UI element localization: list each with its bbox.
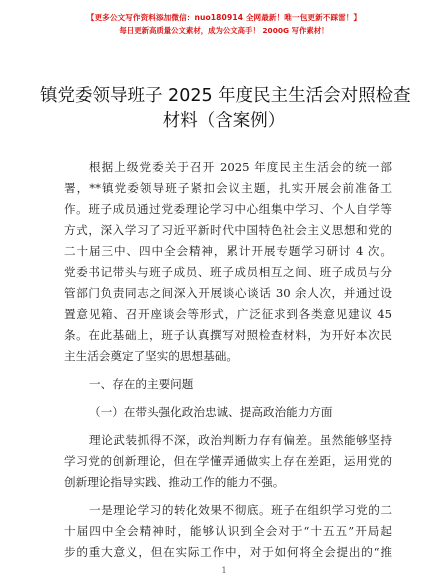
body-line: 主生活会奠定了坚实的思想基础。 — [64, 349, 238, 363]
document-title-line-2: 材料（含案例） — [162, 111, 286, 131]
promo-banner-line-1: 【更多公文写作资料添加微信：nuo180914 全网最新！唯一包更新不踩雷！】 — [86, 13, 362, 22]
body-line: 二十届三中、四中全会精神，累计开展专题学习研讨 4 次。 — [64, 244, 392, 258]
body-line: 方式，深入学习了习近平新时代中国特色社会主义思想和党的 — [64, 223, 392, 237]
body-line: 党委书记带头与班子成员、班子成员相互之间、班子成员与分 — [64, 265, 392, 279]
body-line: 步的重大意义，但在实际工作中，对于如何将全会提出的“推 — [64, 545, 392, 559]
body-line: 管部门负责同志之间深入开展谈心谈话 30 余人次，并通过设 — [64, 286, 392, 300]
body-line: 条。在此基础上，班子认真撰写对照检查材料，为开好本次民 — [64, 328, 392, 342]
body-line: 根据上级党委关于召开 2025 年度民主生活会的统一部 — [89, 160, 392, 174]
body-line: 创新理论指导实践、推动工作的能力不强。 — [64, 475, 285, 489]
document-title-line-1: 镇党委领导班子 2025 年度民主生活会对照检查 — [40, 86, 411, 106]
body-line: 一是理论学习的转化效果不彻底。班子在组织学习党的二 — [89, 503, 392, 517]
page-number: 1 — [221, 566, 227, 575]
promo-banner-line-2: 每日更新高质量公文素材，成为公文高手！ 2000G 写作素材！ — [119, 26, 329, 35]
body-line: 学习党的创新理论，但在学懂弄通做实上存在差距，运用党的 — [64, 454, 392, 468]
body-line: 作。班子成员通过党委理论学习中心组集中学习、个人自学等 — [64, 202, 392, 216]
body-line: 十届四中全会精神时，能够认识到全会对于“十五五”开局起 — [64, 524, 392, 538]
body-line: 署，**镇党委领导班子紧扣会议主题，扎实开展会前准备工 — [64, 181, 392, 195]
subsection-heading: （一）在带头强化政治忠诚、提高政治能力方面 — [89, 405, 333, 419]
section-heading: 一、存在的主要问题 — [89, 377, 194, 391]
body-line: 置意见箱、召开座谈会等形式，广泛征求到各类意见建议 45 — [64, 307, 392, 321]
body-line: 理论武装抓得不深，政治判断力存有偏差。虽然能够坚持 — [89, 433, 392, 447]
